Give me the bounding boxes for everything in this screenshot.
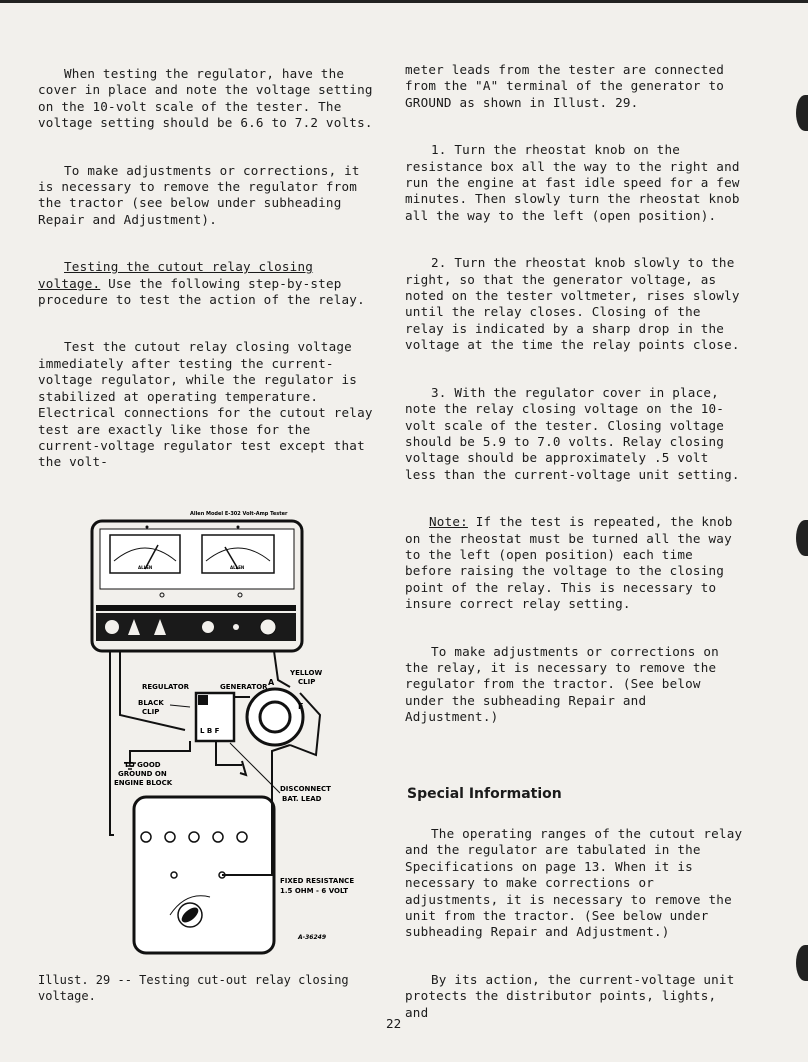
left-paragraph-1: When testing the regulator, have the cover in place and note the voltage setting on the 10-volt scale of the tester. The voltage setting should be 6.6 to 7.2 volts. <box>38 66 373 131</box>
rheostat-terminal-1 <box>171 872 177 878</box>
right-paragraph-8: By its action, the current-voltage unit protects the distributor points, lights, and <box>405 971 735 1020</box>
resistance-terminal-5 <box>237 832 247 842</box>
control-knob-1 <box>105 620 119 634</box>
binder-hole-top <box>796 95 808 131</box>
note-paragraph <box>405 514 745 612</box>
step-1: 1. Turn the rheostat knob on the resistance box all the way to the right and run the engine at fast idle speed for a few minutes. Then slowly turn the rheostat knob all the way to the left (open position). <box>405 142 740 223</box>
tester-screw-right <box>237 526 240 529</box>
tester-screw-left <box>146 526 149 529</box>
resistance-terminal-common <box>141 832 151 842</box>
disconnect-label-1: DISCONNECT <box>280 785 331 793</box>
right-paragraph-1: meter leads from the tester are connected from the "A" terminal of the generator to GROUND as shown in Illust. 29. <box>405 62 725 110</box>
left-column <box>38 66 378 471</box>
page-number: 22 <box>386 1016 402 1031</box>
right-column <box>405 62 745 726</box>
tester-screw-lower-right <box>238 593 242 597</box>
section-heading: Special Information <box>407 786 562 802</box>
wiring-diagram-svg <box>90 505 380 955</box>
battery-wire <box>216 741 242 765</box>
selector-knob <box>260 619 276 635</box>
black-clip-label: BLACK <box>138 699 164 707</box>
disconnect-label-2: BAT. LEAD <box>282 795 322 803</box>
generator-label: GENERATOR <box>220 683 268 691</box>
regulator-terminal <box>198 695 208 705</box>
control-knob-5 <box>233 624 239 630</box>
generator-pulley <box>260 702 290 732</box>
figure-caption: Illust. 29 -- Testing cut-out relay closing voltage. <box>38 973 349 1003</box>
step-2: 2. Turn the rheostat knob slowly to the right, so that the generator voltage, as noted on the tester voltmeter, rises slowly until the relay closes. Closing of the relay is indicated by a sharp drop in the voltage at the time the relay points close. <box>405 255 740 353</box>
top-edge-line <box>0 0 808 3</box>
voltmeter-brand: ALLEN <box>138 565 153 570</box>
selector-label-strip <box>96 605 296 611</box>
ground-wire <box>130 741 190 763</box>
left-paragraph-4: Test the cutout relay closing voltage immediately after testing the current-voltage regulator, while the regulator is stabilized at operating temperature. Electrical connections for the cutout relay test are exactly like those for the current-voltage regulator test except that the volt- <box>38 339 373 470</box>
disconnected-lead <box>240 761 246 775</box>
left-paragraph-2: To make adjustments or corrections, it is necessary to remove the regulator from the tractor (see below under subheading Repair and Adjustment). <box>38 162 360 227</box>
step-3: 3. With the regulator cover in place, note the relay closing voltage on the 10-volt scale of the tester. Closing voltage should be 5.9 to 7.0 volts. Relay closing voltage should be approximately .5 volt less than the current-voltage unit setting. <box>405 384 740 482</box>
left-paragraph-3 <box>38 259 378 308</box>
tester-title: Allen Model E-302 Volt-Amp Tester <box>190 511 288 517</box>
ground-label-3: ENGINE BLOCK <box>114 779 173 787</box>
black-clip-pointer <box>170 705 190 707</box>
terminal-f-label: F <box>298 702 304 711</box>
ammeter-brand: ALLEN <box>230 565 245 570</box>
control-knob-4 <box>202 621 214 633</box>
yellow-clip-label-2: CLIP <box>298 678 316 686</box>
wiring-diagram <box>90 505 380 955</box>
fixed-resistance-label-2: 1.5 OHM - 6 VOLT <box>280 887 349 895</box>
lead-common <box>110 651 114 835</box>
binder-hole-bottom <box>796 945 808 981</box>
yellow-clip-label: YELLOW <box>290 669 323 677</box>
regulator-terminals-label: L B F <box>200 727 220 735</box>
ground-label-1: TO GOOD <box>124 761 161 769</box>
note-label: Note: <box>429 514 468 530</box>
subheading-cutout-relay: Testing the cutout relay closing voltage. <box>38 259 314 291</box>
terminal-a-label: A <box>268 678 275 687</box>
note-text: If the test is repeated, the knob on the rheostat must be turned all the way to the left (open position) each time before raising the voltage to the closing point of the relay. This is necessary to insure correct relay setting. <box>405 514 733 612</box>
tester-screw-lower-left <box>160 593 164 597</box>
resistance-terminal-3 <box>189 832 199 842</box>
right-column-lower <box>405 826 745 1021</box>
ground-label-2: GROUND ON <box>118 770 167 778</box>
black-clip-label-2: CLIP <box>142 708 160 716</box>
regulator-label: REGULATOR <box>142 683 190 691</box>
binder-hole-middle <box>796 520 808 556</box>
resistance-terminal-2 <box>165 832 175 842</box>
fixed-resistance-label-1: FIXED RESISTANCE <box>280 877 355 885</box>
right-paragraph-6: To make adjustments or corrections on the relay, it is necessary to remove the regulator from the tractor. (See below under the subheading Repair and Adjustment.) <box>405 643 719 725</box>
part-number: A-36249 <box>298 934 327 941</box>
lead-yellow <box>274 651 290 687</box>
resistance-terminal-4 <box>213 832 223 842</box>
right-paragraph-7: The operating ranges of the cutout relay and the regulator are tabulated in the Specifications on page 13. When it is necessary to make corrections or adjustments, it is necessary to remove the unit from the tractor. (See below under subheading Repair and Adjustment.) <box>405 826 743 940</box>
left-paragraph-3-text: Use the following step-by-step procedure to test the action of the relay. <box>38 275 365 308</box>
